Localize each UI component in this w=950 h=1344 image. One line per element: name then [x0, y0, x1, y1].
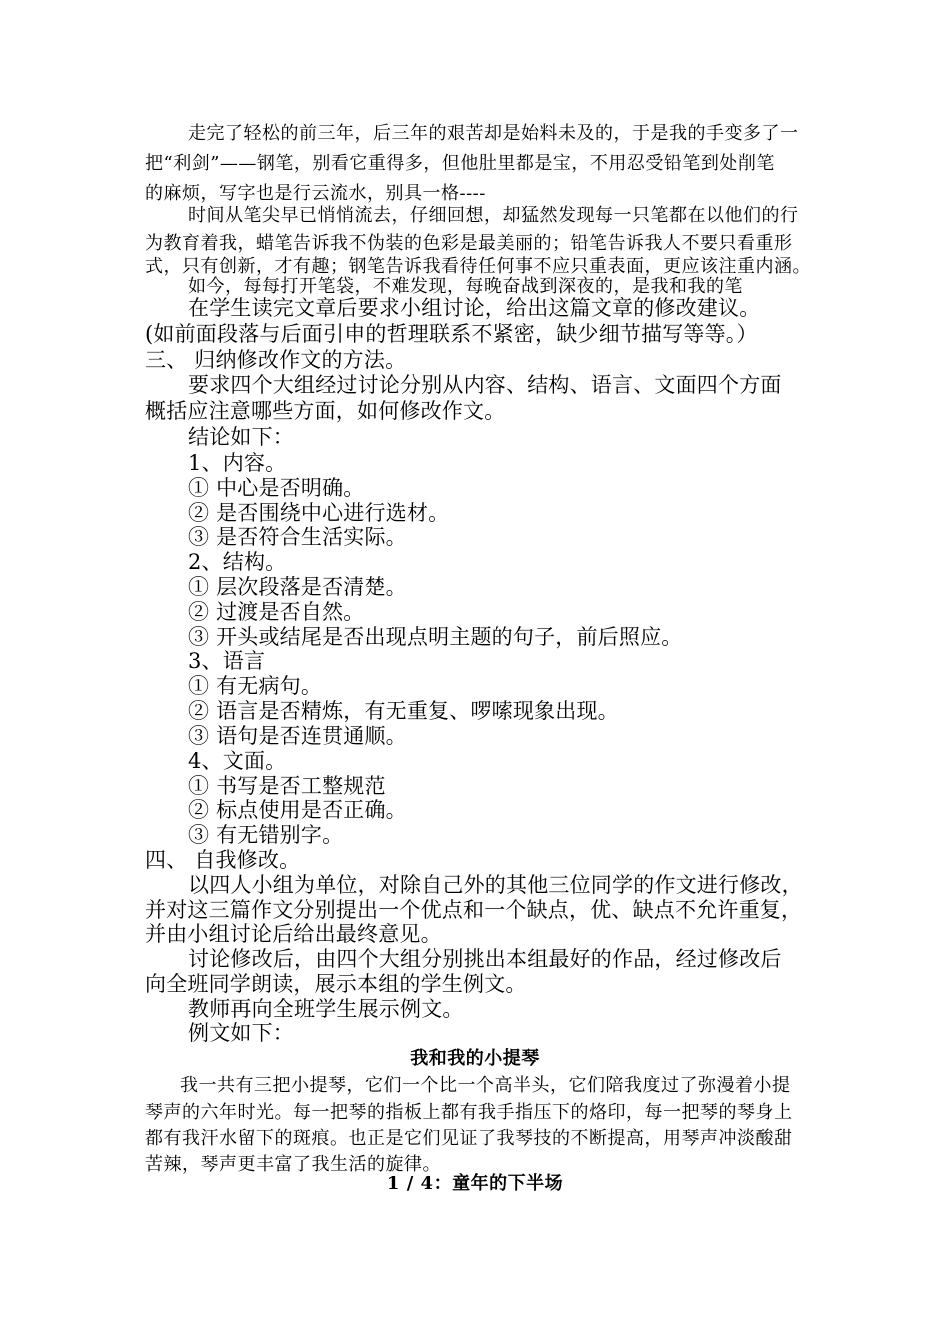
self-edit-line2: 并对这三篇作文分别提出一个优点和一个缺点，优、缺点不允许重复， — [145, 898, 803, 922]
self-edit-line1: 以四人小组为单位，对除自己外的其他三位同学的作文进行修改， — [188, 873, 803, 897]
list-item: 4、文面。 — [188, 749, 287, 773]
essay1-p1-line1: 走完了轻松的前三年，后三年的艰苦却是始料未及的，于是我的手变多了一 — [188, 123, 799, 144]
discuss-line2: (如前面段落与后面引申的哲理联系不紧密，缺少细节描写等等。） — [145, 322, 758, 346]
list-item: 3、语言 — [188, 649, 266, 673]
list-item: ② 标点使用是否正确。 — [188, 798, 407, 822]
page-footer: 1 / 4：童年的下半场 — [386, 1173, 564, 1194]
list-item: ③ 有无错别字。 — [188, 823, 344, 847]
essay2-line1: 我一共有三把小提琴，它们一个比一个高半头，它们陪我度过了弥漫着小提 — [180, 1075, 791, 1096]
list-item: ① 有无病句。 — [188, 674, 323, 698]
essay2-title: 我和我的小提琴 — [410, 1048, 540, 1069]
essay2-line2: 琴声的六年时光。每一把琴的指板上都有我手指压下的烙印，每一把琴的琴身上 — [145, 1102, 793, 1123]
discuss-line1: 在学生读完文章后要求小组讨论，给出这篇文章的修改建议。 — [188, 296, 761, 320]
essay1-p2-line3: 式，只有创新，才有趣；钢笔告诉我看待任何事不应只重表面，更应该注重内涵。 — [145, 256, 811, 277]
list-item: ③ 开头或结尾是否出现点明主题的句子，前后照应。 — [188, 625, 683, 649]
teacher-line: 教师再向全班学生展示例文。 — [188, 997, 464, 1021]
list-item: 1、内容。 — [188, 451, 287, 475]
after-edit-line2: 向全班同学朗读，展示本组的学生例文。 — [145, 972, 527, 996]
list-item: ① 中心是否明确。 — [188, 476, 365, 500]
list-item: 2、结构。 — [188, 550, 287, 574]
essay2-line3: 都有我汗水留下的斑痕。也正是它们见证了我琴技的不断提高，用琴声冲淡酸甜 — [145, 1128, 793, 1149]
after-edit-line1: 讨论修改后，由四个大组分别挑出本组最好的作品，经过修改后 — [188, 947, 782, 971]
essay2-line4: 苦辣，琴声更丰富了我生活的旋律。 — [145, 1154, 441, 1175]
section4-heading: 四、 自我修改。 — [145, 848, 301, 872]
requirement-line2: 概括应注意哪些方面，如何修改作文。 — [145, 399, 506, 423]
essay1-p1-line3: 的麻烦，写字也是行云流水，别具一格---- — [145, 183, 486, 204]
list-item: ③ 语句是否连贯通顺。 — [188, 724, 407, 748]
requirement-line1: 要求四个大组经过讨论分别从内容、结构、语言、文面四个方面 — [188, 373, 782, 397]
essay1-p2-line1: 时间从笔尖早已悄悄流去，仔细回想，却猛然发现每一只笔都在以他们的行 — [188, 205, 799, 226]
list-item: ② 是否围绕中心进行选材。 — [188, 501, 450, 525]
list-item: ③ 是否符合生活实际。 — [188, 525, 407, 549]
list-item: ② 过渡是否自然。 — [188, 600, 365, 624]
section3-heading: 三、 归纳修改作文的方法。 — [145, 348, 407, 372]
list-item: ① 层次段落是否清楚。 — [188, 575, 407, 599]
self-edit-line3: 并由小组讨论后给出最终意见。 — [145, 922, 442, 946]
essay1-p3-line1: 如今，每每打开笔袋，不难发现，每晚奋战到深夜的，是我和我的笔 — [188, 276, 743, 297]
conclusion-label: 结论如下： — [188, 425, 294, 449]
list-item: ② 语言是否精炼，有无重复、啰嗦现象出现。 — [188, 699, 619, 723]
example-label: 例文如下： — [188, 1021, 294, 1045]
essay1-p2-line2: 为教育着我，蜡笔告诉我不伪装的色彩是最美丽的；铅笔告诉我人不要只看重形 — [145, 233, 793, 254]
list-item: ① 书写是否工整规范 — [188, 774, 386, 798]
essay1-p1-line2: 把“利剑”——钢笔，别看它重得多，但他肚里都是宝，不用忍受铅笔到处削笔 — [145, 153, 775, 174]
